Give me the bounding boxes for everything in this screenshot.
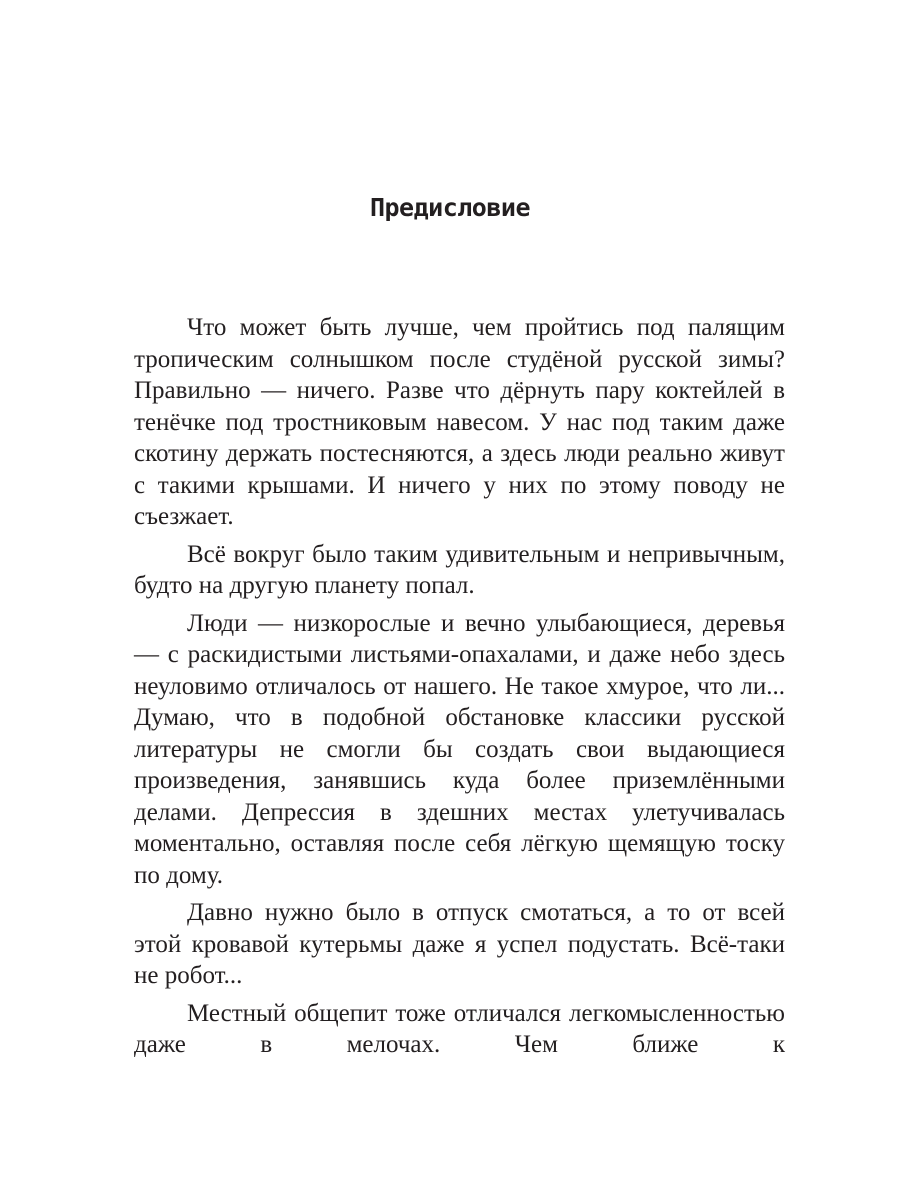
chapter-text [134, 312, 785, 1067]
chapter-title: Предисловие [369, 193, 531, 222]
paragraph: Давно нужно было в отпуск смотаться, а то от всей этой кровавой кутерьмы даже я успел подустать. Всё-таки не робот... [134, 899, 785, 989]
paragraph: Всё вокруг было таким удивительным и непривычным, будто на другую планету попал. [134, 540, 785, 599]
paragraph: Люди — низкорослые и вечно улыбающиеся, деревья — с раскидистыми листьями-опахалами, и даже небо здесь неуловимо отличалось от нашего. Не такое хмурое, что ли... Думаю, что в подобной обстановке классики русской литературы не смогли бы создать свои выдающиеся произведения, занявшись куда более приземлёнными делами. Депрессия в здешних местах улетучивалась моментально, оставляя после себя лёгкую щемящую тоску по дому. [134, 609, 785, 889]
paragraph: Что может быть лучше, чем пройтись под палящим тропическим солнышком после студёной русской зимы? Правильно — ничего. Разве что дёрнуть пару коктейлей в тенёчке под тростниковым навесом. У нас под таким даже скотину держать постесняются, а здесь люди реально живут с такими крышами. И ничего у них по этому поводу не съезжает. [134, 314, 785, 530]
paragraph: Местный общепит тоже отличался легкомысленностью даже в мелочах. Чем ближе к [134, 999, 785, 1058]
